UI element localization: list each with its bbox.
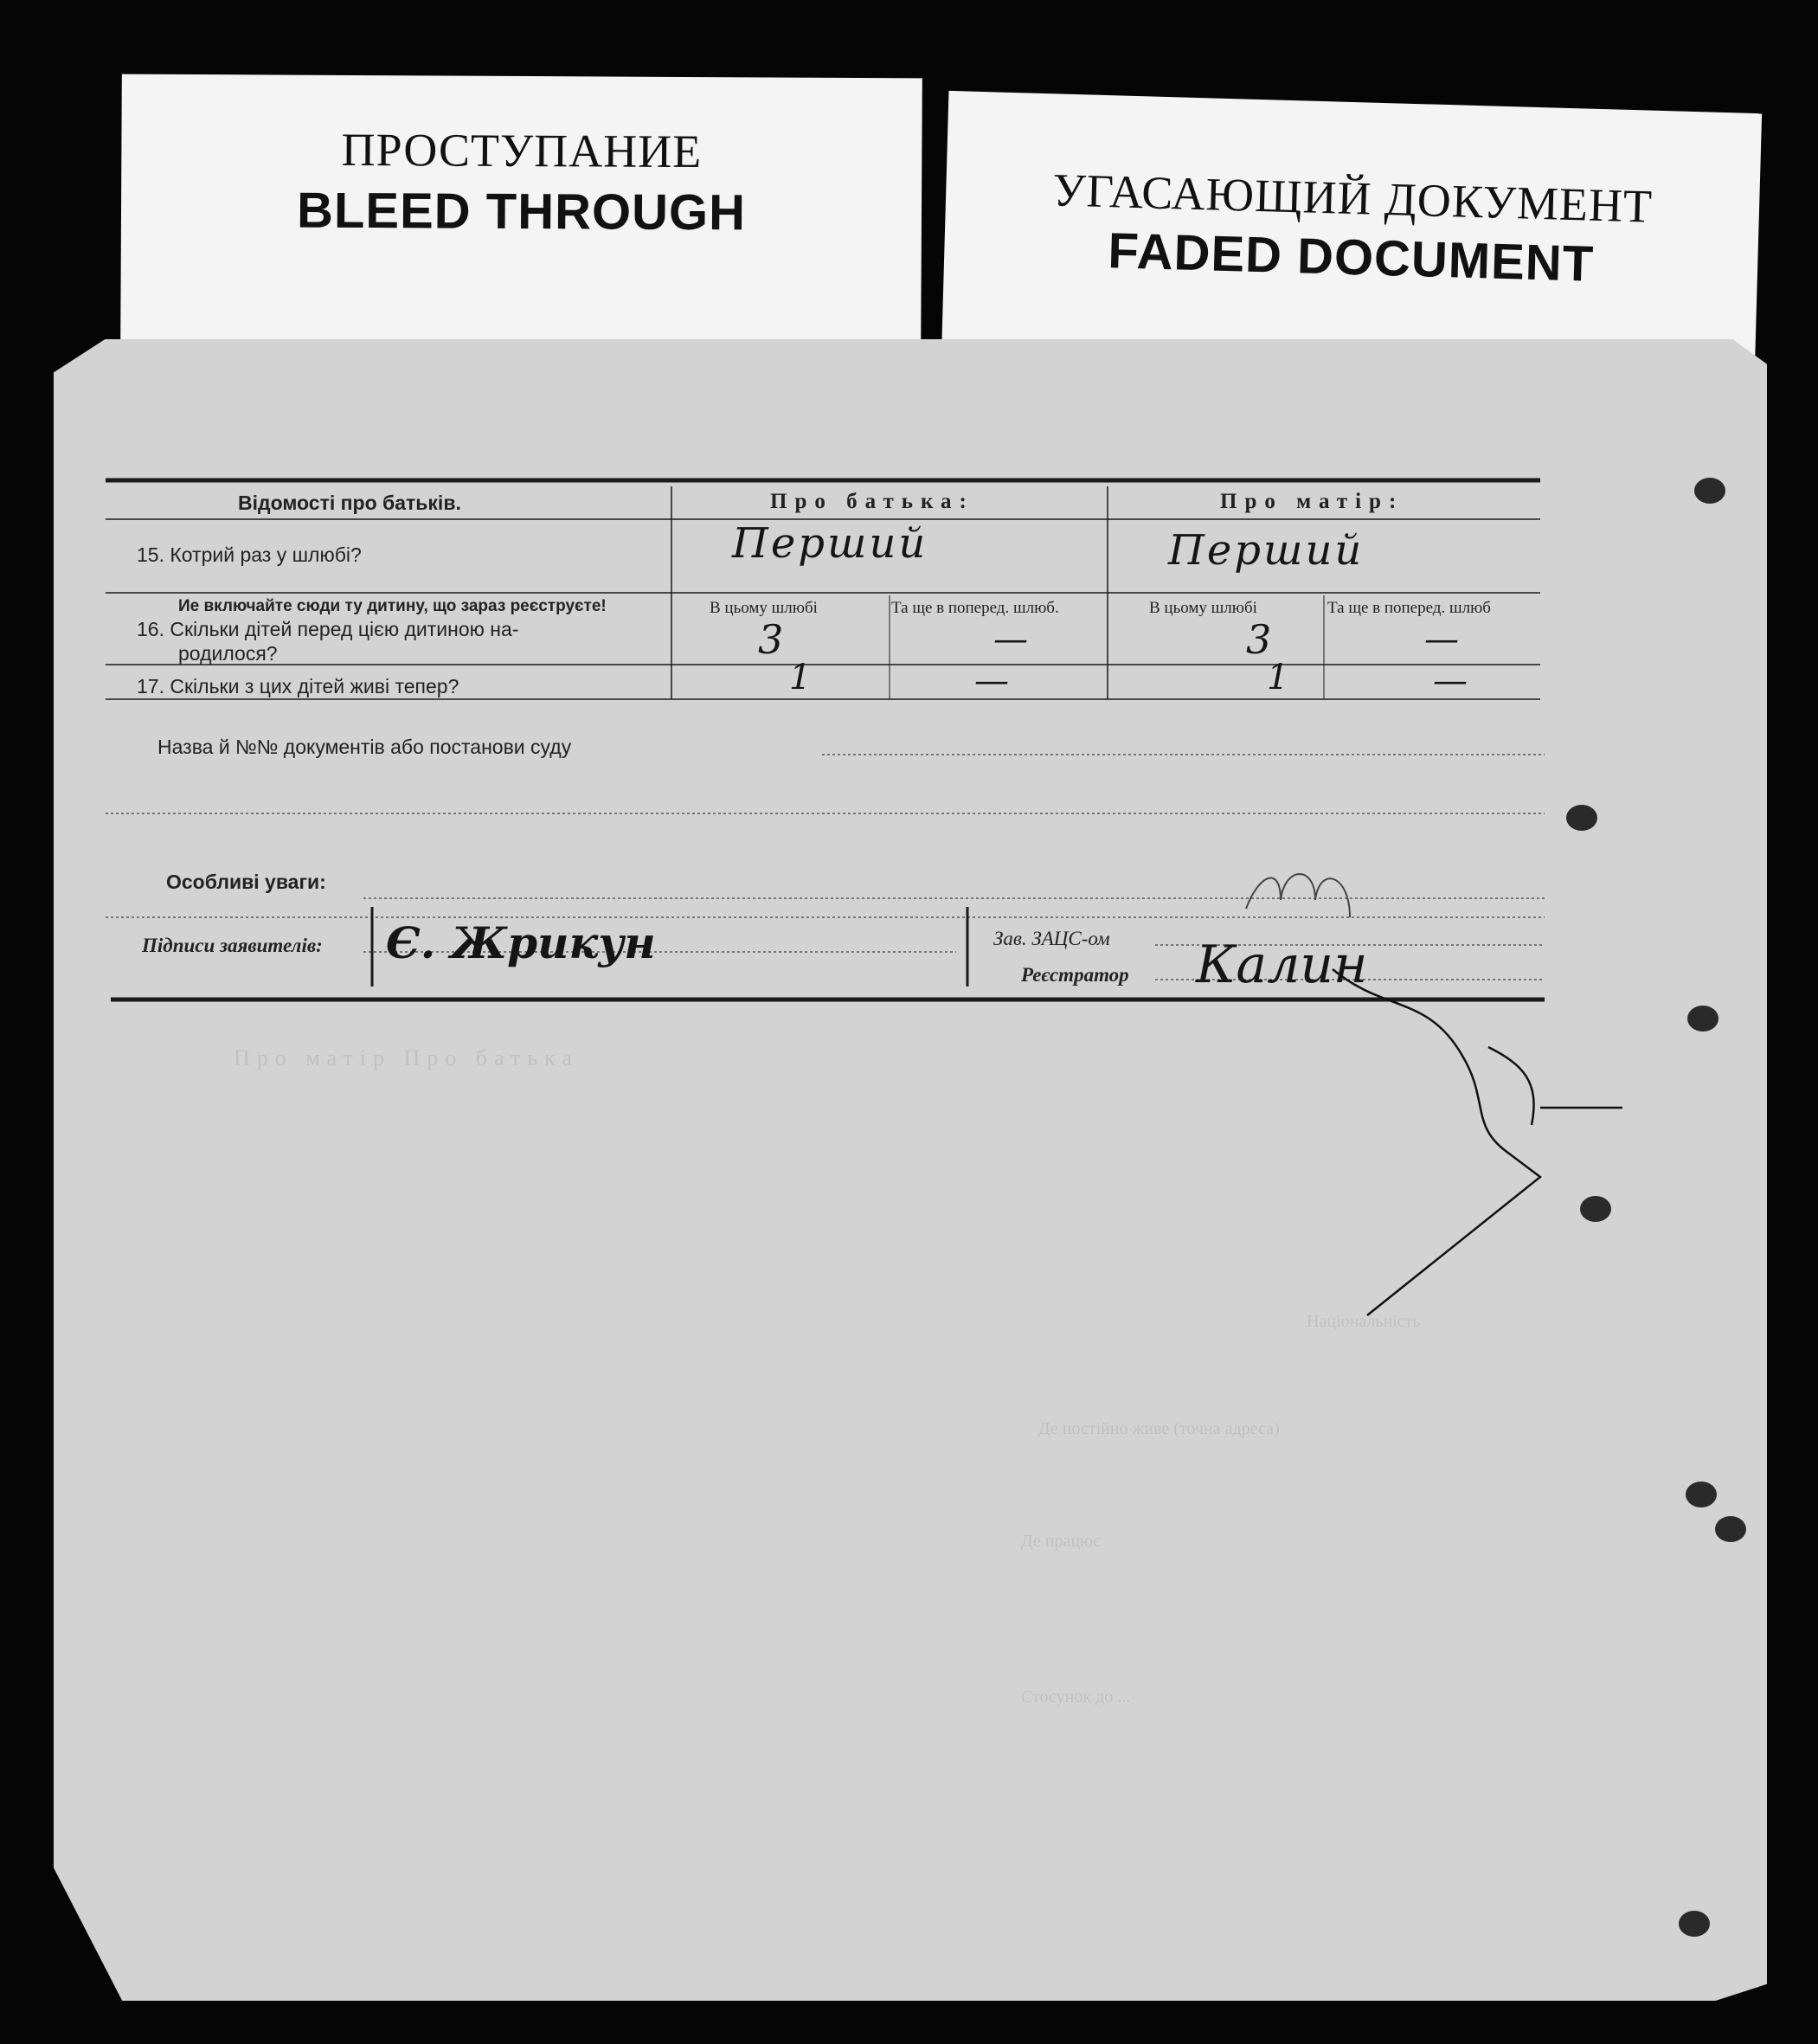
remarks-label: Особливі уваги: xyxy=(166,871,326,893)
father-marriage-count: Перший xyxy=(732,519,928,568)
registrar-signature: Калин xyxy=(1196,935,1368,995)
father-alive-prev-marriage: — xyxy=(974,661,1009,701)
question-17: 17. Скільки з цих дітей живі тепер? xyxy=(137,675,459,697)
section-title: Відомості про батьків. xyxy=(238,492,461,514)
subheader-this-marriage-mother: В цьому шлюбі xyxy=(1149,599,1257,617)
question-16-line2: родилося? xyxy=(178,642,278,665)
column-father-header: Про батька: xyxy=(770,490,974,513)
bleed-through-item: Де постійно живе (точна адреса) xyxy=(1038,1419,1280,1438)
registrar-label: Реєстратор xyxy=(1021,964,1129,986)
bleed-through-label-en: BLEED THROUGH xyxy=(296,182,747,241)
bleed-through-item: Національність xyxy=(1307,1312,1421,1331)
faded-document-label-en: FADED DOCUMENT xyxy=(1107,222,1596,292)
bleed-through-header: Про матір Про батька xyxy=(234,1045,579,1070)
bleed-through-label-ru: ПРОСТУПАНИЕ xyxy=(341,123,703,178)
mother-marriage-count: Перший xyxy=(1168,526,1365,575)
father-alive-this-marriage: 1 xyxy=(789,658,812,697)
faded-document-label-ru: УГАСАЮЩИЙ ДОКУМЕНТ xyxy=(1051,164,1654,233)
father-children-prev-marriage: — xyxy=(993,620,1028,659)
bleed-through-item: Де працює xyxy=(1021,1532,1101,1551)
mother-children-prev-marriage: — xyxy=(1424,620,1459,659)
mother-alive-prev-marriage: — xyxy=(1433,661,1468,701)
applicant-signature: Є. Жрикун xyxy=(386,917,656,968)
head-zags-label: Зав. ЗАЦС-ом xyxy=(993,928,1110,949)
mother-children-this-marriage: 3 xyxy=(1246,616,1272,663)
signatures-label: Підписи заявителів: xyxy=(142,935,323,956)
column-mother-header: Про матір: xyxy=(1220,490,1404,513)
father-children-this-marriage: 3 xyxy=(758,616,784,663)
question-16-note: Ие включайте сюди ту дитину, що зараз реєструєте! xyxy=(178,597,607,615)
mother-alive-this-marriage: 1 xyxy=(1267,658,1289,697)
subheader-this-marriage-father: В цьому шлюбі xyxy=(710,599,818,617)
subheader-prev-marriage-father: Та ще в поперед. шлюб. xyxy=(891,599,1059,617)
subheader-prev-marriage-mother: Та ще в поперед. шлюб xyxy=(1327,599,1491,617)
documents-label: Назва й №№ документів або постанови суду xyxy=(157,736,572,758)
question-16-line1: 16. Скільки дітей перед цією дитиною на- xyxy=(137,618,519,640)
bleed-through-item: Стосунок до ... xyxy=(1021,1687,1131,1707)
question-15: 15. Котрий раз у шлюбі? xyxy=(137,543,362,566)
